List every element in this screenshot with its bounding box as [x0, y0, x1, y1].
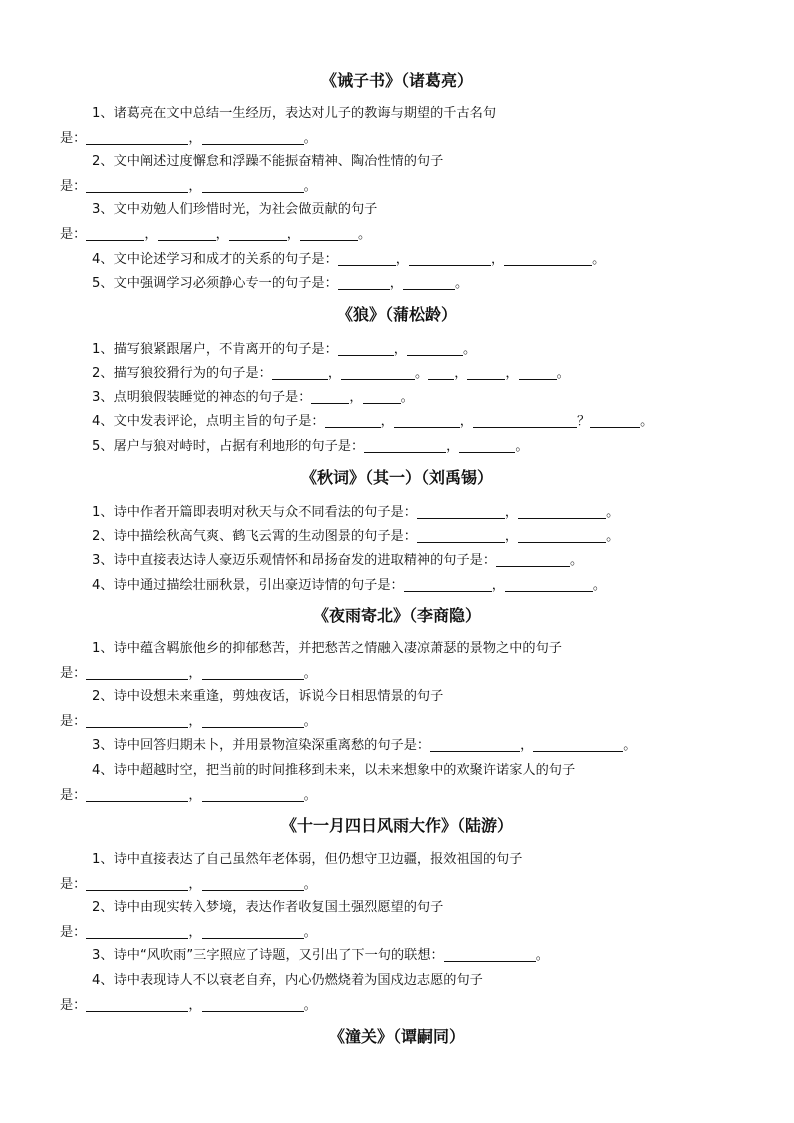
section-title: 《诫子书》（诸葛亮） — [320, 71, 473, 90]
answer-blank[interactable] — [364, 438, 446, 453]
answer-blank[interactable] — [467, 365, 505, 380]
answer-line: 5、屠户与狼对峙时，占据有利地形的句子是： ， 。 — [92, 439, 529, 454]
answer-blank[interactable] — [86, 178, 188, 193]
answer-blank[interactable] — [272, 365, 328, 380]
question-text: 3、文中劝勉人们珍惜时光，为社会做贡献的句子 — [92, 202, 378, 217]
section-title: 《潼关》（谭嗣同） — [328, 1027, 465, 1046]
question-text: 1、诗中蕴含羁旅他乡的抑郁愁苦，并把愁苦之情融入凄凉萧瑟的景物之中的句子 — [92, 641, 562, 656]
answer-blank[interactable] — [590, 413, 640, 428]
answer-blank[interactable] — [86, 997, 188, 1012]
answer-blank[interactable] — [86, 924, 188, 939]
answer-line: 2、描写狼狡猾行为的句子是： ， 。 ， ， 。 — [92, 366, 570, 381]
answer-blank[interactable] — [202, 178, 304, 193]
answer-blank[interactable] — [428, 365, 454, 380]
answer-line: 是： ， 。 — [60, 131, 317, 146]
answer-blank[interactable] — [417, 504, 505, 519]
answer-blank[interactable] — [202, 130, 304, 145]
answer-blank[interactable] — [407, 341, 463, 356]
answer-blank[interactable] — [202, 713, 304, 728]
answer-blank[interactable] — [86, 713, 188, 728]
answer-line: 3、诗中“风吹雨”三字照应了诗题，又引出了下一句的联想： 。 — [92, 948, 549, 963]
answer-line: 是： ， 。 — [60, 788, 317, 803]
answer-blank[interactable] — [496, 552, 570, 567]
answer-line: 1、诗中作者开篇即表明对秋天与众不同看法的句子是： ， 。 — [92, 505, 620, 520]
section-title: 《狼》（蒲松龄） — [336, 305, 457, 324]
answer-blank[interactable] — [86, 226, 144, 241]
answer-line: 是： ， 。 — [60, 925, 317, 940]
answer-blank[interactable] — [409, 251, 491, 266]
answer-blank[interactable] — [404, 577, 492, 592]
answer-blank[interactable] — [341, 365, 415, 380]
answer-blank[interactable] — [202, 924, 304, 939]
answer-blank[interactable] — [202, 876, 304, 891]
question-text: 1、诸葛亮在文中总结一生经历，表达对儿子的教诲与期望的千古名句 — [92, 106, 497, 121]
answer-line: 是： ， 。 — [60, 179, 317, 194]
answer-blank[interactable] — [158, 226, 216, 241]
answer-blank[interactable] — [518, 528, 606, 543]
section-title: 《夜雨寄北》（李商隐） — [312, 606, 481, 625]
answer-line: 3、点明狼假装睡觉的神态的句子是： ， 。 — [92, 390, 414, 405]
answer-line: 是： ， ， ， 。 — [60, 227, 372, 242]
answer-blank[interactable] — [300, 226, 358, 241]
answer-blank[interactable] — [363, 389, 401, 404]
answer-blank[interactable] — [533, 737, 623, 752]
answer-blank[interactable] — [505, 577, 593, 592]
answer-blank[interactable] — [325, 413, 381, 428]
answer-blank[interactable] — [202, 787, 304, 802]
answer-blank[interactable] — [311, 389, 349, 404]
answer-line: 4、文中论述学习和成才的关系的句子是： ， ， 。 — [92, 252, 606, 267]
answer-blank[interactable] — [417, 528, 505, 543]
section-title: 《秋词》（其一）（刘禹锡） — [300, 468, 493, 487]
answer-line: 是： ， 。 — [60, 714, 317, 729]
section-title: 《十一月四日风雨大作》（陆游） — [280, 816, 513, 835]
answer-line: 1、描写狼紧跟屠户，不肯离开的句子是： ， 。 — [92, 342, 477, 357]
question-text: 2、诗中由现实转入梦境，表达作者收复国土强烈愿望的句子 — [92, 900, 444, 915]
answer-blank[interactable] — [459, 438, 515, 453]
answer-line: 4、诗中通过描绘壮丽秋景，引出豪迈诗情的句子是： ， 。 — [92, 578, 607, 593]
answer-blank[interactable] — [86, 876, 188, 891]
answer-blank[interactable] — [518, 504, 606, 519]
answer-line: 2、诗中描绘秋高气爽、鹤飞云霄的生动图景的句子是： ， 。 — [92, 529, 620, 544]
answer-line: 是： ， 。 — [60, 998, 317, 1013]
answer-blank[interactable] — [403, 275, 455, 290]
answer-blank[interactable] — [338, 251, 396, 266]
answer-blank[interactable] — [202, 997, 304, 1012]
answer-line: 4、文中发表评论，点明主旨的句子是： ， ， ？ 。 — [92, 414, 654, 429]
question-text: 4、诗中表现诗人不以衰老自弃，内心仍燃烧着为国戍边志愿的句子 — [92, 973, 483, 988]
question-text: 1、诗中直接表达了自己虽然年老体弱，但仍想守卫边疆，报效祖国的句子 — [92, 852, 523, 867]
answer-blank[interactable] — [202, 665, 304, 680]
answer-line: 是： ， 。 — [60, 666, 317, 681]
question-text: 2、诗中设想未来重逢，剪烛夜话，诉说今日相思情景的句子 — [92, 689, 444, 704]
answer-blank[interactable] — [338, 341, 394, 356]
answer-line: 是： ， 。 — [60, 877, 317, 892]
answer-blank[interactable] — [394, 413, 460, 428]
question-text: 4、诗中超越时空，把当前的时间推移到未来，以未来想象中的欢聚许诺家人的句子 — [92, 763, 576, 778]
answer-blank[interactable] — [444, 947, 536, 962]
answer-blank[interactable] — [430, 737, 520, 752]
answer-line: 3、诗中直接表达诗人豪迈乐观情怀和昂扬奋发的进取精神的句子是： 。 — [92, 553, 584, 568]
answer-blank[interactable] — [519, 365, 557, 380]
answer-blank[interactable] — [229, 226, 287, 241]
question-text: 2、文中阐述过度懈怠和浮躁不能振奋精神、陶冶性情的句子 — [92, 154, 444, 169]
answer-line: 5、文中强调学习必须静心专一的句子是： ， 。 — [92, 276, 469, 291]
answer-blank[interactable] — [86, 787, 188, 802]
answer-blank[interactable] — [504, 251, 592, 266]
answer-blank[interactable] — [86, 130, 188, 145]
answer-blank[interactable] — [338, 275, 390, 290]
answer-blank[interactable] — [86, 665, 188, 680]
answer-blank[interactable] — [473, 413, 577, 428]
answer-line: 3、诗中回答归期未卜，并用景物渲染深重离愁的句子是： ， 。 — [92, 738, 637, 753]
